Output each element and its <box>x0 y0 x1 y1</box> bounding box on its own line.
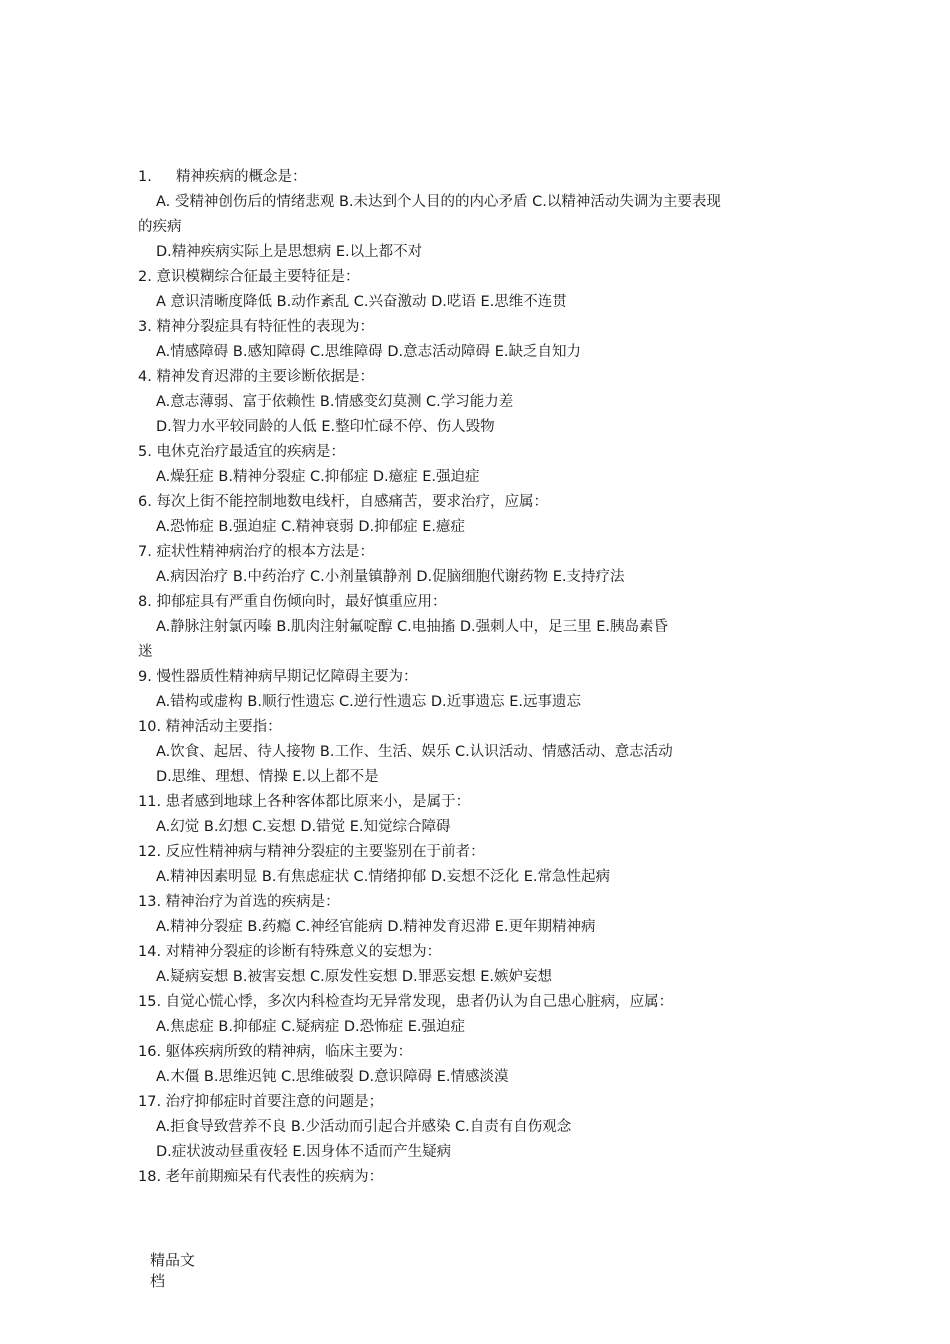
question-17 <box>138 1090 838 1165</box>
question-14 <box>138 940 838 990</box>
question-stem <box>138 840 838 865</box>
question-9 <box>138 665 838 715</box>
question-3 <box>138 315 838 365</box>
option-continuation: 迷 <box>138 644 153 660</box>
question-number: 3. <box>138 319 152 335</box>
question-6 <box>138 490 838 540</box>
footer-line-2: 档 <box>150 1272 166 1290</box>
question-stem <box>138 715 838 740</box>
question-text: 躯体疾病所致的精神病，临床主要为： <box>165 1044 413 1060</box>
question-text: 意识模糊综合征最主要特征是： <box>156 269 360 285</box>
option-line: D.精神疾病实际上是思想病 E.以上都不对 <box>156 244 423 260</box>
question-number: 13. <box>138 894 162 910</box>
question-stem <box>138 790 838 815</box>
question-text: 每次上街不能控制地数电线杆，自感痛苦，要求治疗，应属： <box>156 494 548 510</box>
question-1 <box>138 165 838 265</box>
question-text: 老年前期痴呆有代表性的疾病为： <box>165 1169 384 1185</box>
option-line: A.精神因素明显 B.有焦虑症状 C.情绪抑郁 D.妄想不泛化 E.常急性起病 <box>156 869 611 885</box>
question-list <box>138 165 838 1190</box>
question-stem <box>138 940 838 965</box>
option-line: A.恐怖症 B.强迫症 C.精神衰弱 D.抑郁症 E.癔症 <box>156 519 466 535</box>
question-number: 8. <box>138 594 152 610</box>
option-line: A.幻觉 B.幻想 C.妄想 D.错觉 E.知觉综合障碍 <box>156 819 451 835</box>
question-5 <box>138 440 838 490</box>
question-4 <box>138 365 838 440</box>
question-stem <box>138 990 838 1015</box>
question-8 <box>138 590 838 665</box>
question-number: 14. <box>138 944 162 960</box>
question-number: 5. <box>138 444 152 460</box>
question-text: 抑郁症具有严重自伤倾向时，最好慎重应用： <box>156 594 447 610</box>
question-number: 12. <box>138 844 162 860</box>
question-number: 17. <box>138 1094 162 1110</box>
question-stem <box>138 365 838 390</box>
question-16 <box>138 1040 838 1090</box>
option-line: D.症状波动昼重夜轻 E.因身体不适而产生疑病 <box>156 1144 452 1160</box>
question-text: 反应性精神病与精神分裂症的主要鉴别在于前者： <box>165 844 485 860</box>
footer-line-1: 精品文 <box>150 1251 196 1269</box>
question-text: 电休克治疗最适宜的疾病是： <box>156 444 345 460</box>
question-13 <box>138 890 838 940</box>
question-number: 15. <box>138 994 162 1010</box>
option-line: A.病因治疗 B.中药治疗 C.小剂量镇静剂 D.促脑细胞代谢药物 E.支持疗法 <box>156 569 625 585</box>
footer-watermark <box>150 1250 210 1292</box>
question-text: 对精神分裂症的诊断有特殊意义的妄想为： <box>165 944 442 960</box>
option-line: A.情感障碍 B.感知障碍 C.思维障碍 D.意志活动障碍 E.缺乏自知力 <box>156 344 582 360</box>
question-stem <box>138 1040 838 1065</box>
question-stem <box>138 540 838 565</box>
question-number: 2. <box>138 269 152 285</box>
question-text: 精神疾病的概念是： <box>176 169 307 185</box>
question-stem <box>138 265 838 290</box>
question-text: 症状性精神病治疗的根本方法是： <box>156 544 374 560</box>
question-number: 6. <box>138 494 152 510</box>
question-text: 精神分裂症具有特征性的表现为： <box>156 319 374 335</box>
option-line: A.焦虑症 B.抑郁症 C.疑病症 D.恐怖症 E.强迫症 <box>156 1019 466 1035</box>
question-stem <box>138 665 838 690</box>
question-stem <box>138 315 838 340</box>
question-stem <box>138 890 838 915</box>
question-stem <box>138 590 838 615</box>
question-12 <box>138 840 838 890</box>
option-line: A.饮食、起居、待人接物 B.工作、生活、娱乐 C.认识活动、情感活动、意志活动 <box>156 744 673 760</box>
option-line: D.思维、理想、情操 E.以上都不是 <box>156 769 379 785</box>
question-text: 患者感到地球上各种客体都比原来小，是属于： <box>165 794 471 810</box>
option-continuation: 的疾病 <box>138 219 182 235</box>
option-line: A.燥狂症 B.精神分裂症 C.抑郁症 D.癔症 E.强迫症 <box>156 469 480 485</box>
question-text: 精神活动主要指： <box>165 719 282 735</box>
question-stem <box>138 1165 838 1190</box>
question-text: 自觉心慌心悸，多次内科检查均无异常发现，患者仍认为自己患心脏病，应属： <box>165 994 674 1010</box>
question-number: 18. <box>138 1169 162 1185</box>
option-line: A.精神分裂症 B.药瘾 C.神经官能病 D.精神发育迟滞 E.更年期精神病 <box>156 919 596 935</box>
option-line: A.拒食导致营养不良 B.少活动而引起合并感染 C.自责有自伤观念 <box>156 1119 572 1135</box>
option-line: A.静脉注射氯丙嗪 B.肌肉注射氟啶醇 C.电抽搐 D.强刺人中，足三里 E.胰岛素昏 <box>156 619 669 635</box>
question-number: 16. <box>138 1044 162 1060</box>
question-number: 11. <box>138 794 162 810</box>
question-number: 10. <box>138 719 162 735</box>
question-text: 慢性器质性精神病早期记忆障碍主要为： <box>156 669 418 685</box>
question-stem <box>138 490 838 515</box>
option-line: A 意识清晰度降低 B.动作紊乱 C.兴奋激动 D.呓语 E.思维不连贯 <box>156 294 567 310</box>
question-10 <box>138 715 838 790</box>
question-2 <box>138 265 838 315</box>
option-line: A.疑病妄想 B.被害妄想 C.原发性妄想 D.罪恶妄想 E.嫉妒妄想 <box>156 969 553 985</box>
question-18 <box>138 1165 838 1190</box>
question-stem <box>138 1090 838 1115</box>
option-line: A.木僵 B.思维迟钝 C.思维破裂 D.意识障碍 E.情感淡漠 <box>156 1069 509 1085</box>
question-15 <box>138 990 838 1040</box>
question-text: 治疗抑郁症时首要注意的问题是； <box>165 1094 384 1110</box>
question-stem <box>138 165 838 190</box>
question-text: 精神发育迟滞的主要诊断依据是： <box>156 369 374 385</box>
option-line: D.智力水平较同龄的人低 E.整印忙碌不停、伤人毁物 <box>156 419 495 435</box>
question-7 <box>138 540 838 590</box>
option-line: A.错构或虚构 B.顺行性遗忘 C.逆行性遗忘 D.近事遗忘 E.远事遗忘 <box>156 694 582 710</box>
question-number: 7. <box>138 544 152 560</box>
option-line: A. 受精神创伤后的情绪悲观 B.未达到个人目的的内心矛盾 C.以精神活动失调为主要表现 <box>156 194 721 210</box>
question-stem <box>138 440 838 465</box>
question-11 <box>138 790 838 840</box>
question-number: 9. <box>138 669 152 685</box>
option-line: A.意志薄弱、富于依赖性 B.情感变幻莫测 C.学习能力差 <box>156 394 514 410</box>
question-text: 精神治疗为首选的疾病是： <box>165 894 340 910</box>
question-number: 1. <box>138 169 152 185</box>
question-number: 4. <box>138 369 152 385</box>
